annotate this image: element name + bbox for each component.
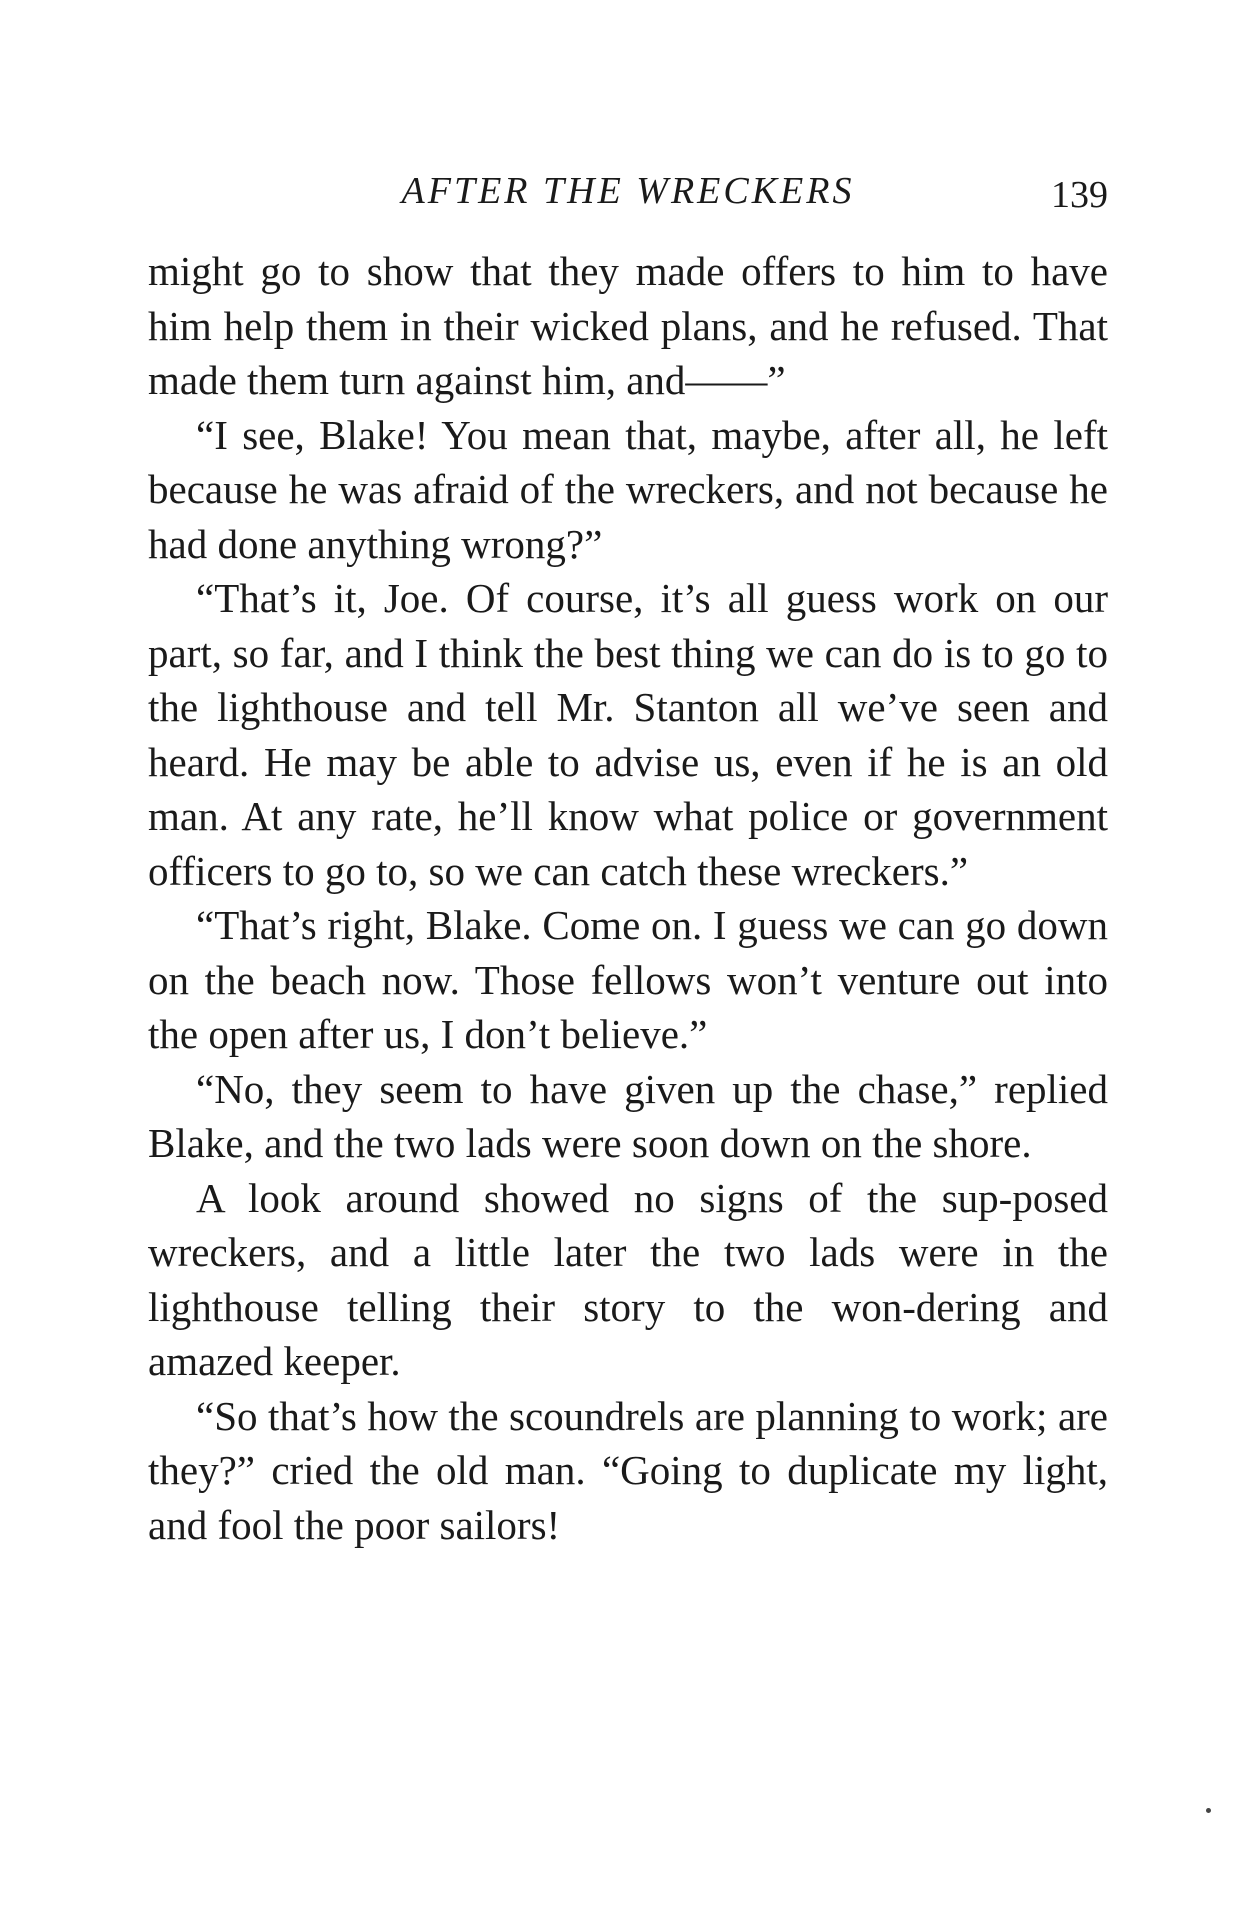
page-number: 139 bbox=[1051, 174, 1108, 216]
running-title: AFTER THE WRECKERS bbox=[401, 170, 855, 212]
paragraph-6: A look around showed no signs of the sup-posed wreckers, and a little later the two lads were in the lighthouse telling their story to the won-dering and amazed keeper. bbox=[148, 1174, 1108, 1384]
body-text bbox=[148, 244, 1108, 1552]
paragraph-7: “So that’s how the scoundrels are planning to work; are they?” cried the old man. “Going to duplicate my light, and fool the poor sailors! bbox=[148, 1392, 1108, 1548]
paragraph-5: “No, they seem to have given up the chase,” replied Blake, and the two lads were soon down on the shore. bbox=[148, 1065, 1108, 1166]
paper-speck bbox=[1206, 1808, 1211, 1813]
paragraph-4: “That’s right, Blake. Come on. I guess we can go down on the beach now. Those fellows won’t venture out into the open after us, I don’t believe.” bbox=[148, 902, 1108, 1057]
paragraph-3: “That’s it, Joe. Of course, it’s all guess work on our part, so far, and I think the best thing we can do is to go to the lighthouse and tell Mr. Stanton all we’ve seen and heard. He may be able to advise us, even if he is an old man. At any rate, he’ll know what police or government officers to go to, so we can catch these wreckers.” bbox=[148, 575, 1108, 894]
paragraph-2: “I see, Blake! You mean that, maybe, after all, he left because he was afraid of the wreckers, and not because he had done anything wrong?” bbox=[148, 411, 1108, 567]
paragraph-1: might go to show that they made offers to him to have him help them in their wicked plans, and he refused. That made them turn against him, and——” bbox=[148, 248, 1108, 403]
running-head bbox=[148, 166, 1108, 216]
